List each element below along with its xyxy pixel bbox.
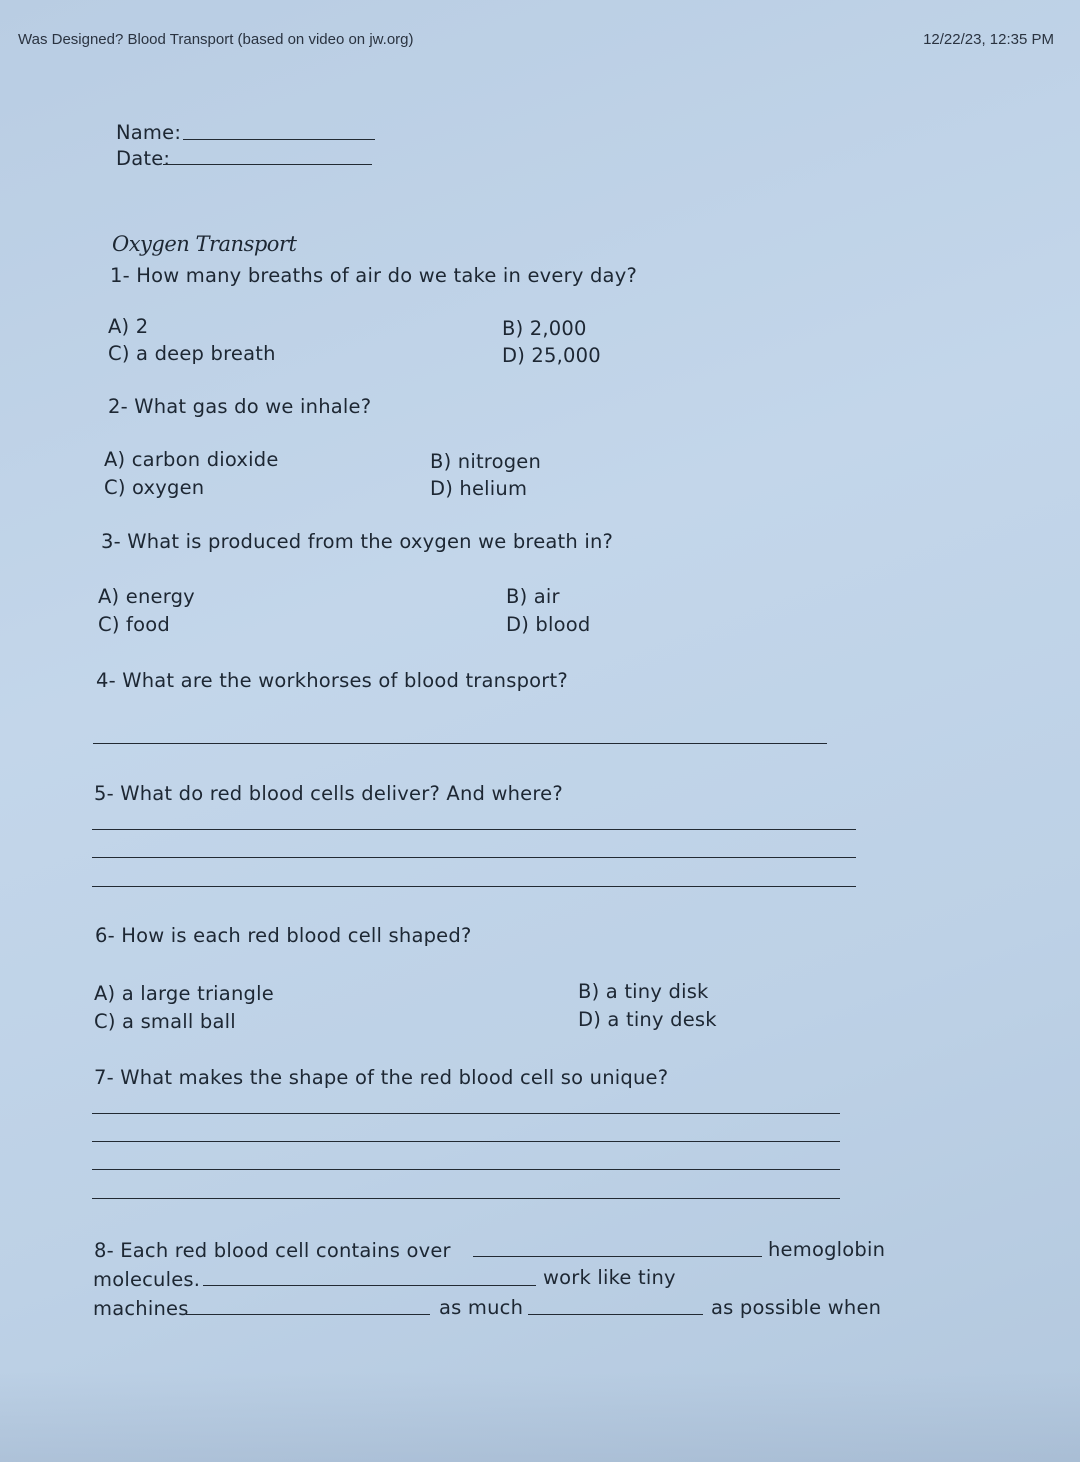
- q1-option-a[interactable]: A) 2: [108, 315, 149, 338]
- question-5: 5- What do red blood cells deliver? And where?: [94, 782, 563, 805]
- q3-option-c[interactable]: C) food: [98, 613, 170, 636]
- q8-blank-3[interactable]: [186, 1314, 430, 1315]
- date-blank[interactable]: [163, 164, 372, 165]
- q2-option-c[interactable]: C) oxygen: [104, 476, 205, 499]
- question-2: 2- What gas do we inhale?: [108, 395, 372, 418]
- question-4: 4- What are the workhorses of blood transport?: [96, 669, 568, 692]
- q8-text-part2: hemoglobin: [768, 1238, 886, 1261]
- q2-option-b[interactable]: B) nitrogen: [430, 450, 542, 473]
- q1-option-b[interactable]: B) 2,000: [502, 317, 587, 340]
- q6-option-c[interactable]: C) a small ball: [94, 1010, 236, 1033]
- q5-answer-line[interactable]: [92, 829, 856, 830]
- section-title: Oxygen Transport: [112, 232, 297, 256]
- q2-option-d[interactable]: D) helium: [430, 477, 528, 500]
- q4-answer-line[interactable]: [93, 743, 827, 744]
- q3-option-d[interactable]: D) blood: [506, 613, 591, 636]
- q8-blank-4[interactable]: [528, 1314, 703, 1315]
- q8-text-part4: work like tiny: [543, 1266, 676, 1289]
- date-label: Date:: [116, 147, 171, 170]
- q7-answer-line[interactable]: [92, 1113, 840, 1114]
- q2-option-a[interactable]: A) carbon dioxide: [104, 448, 279, 471]
- q8-blank-2[interactable]: [203, 1285, 536, 1286]
- q6-option-b[interactable]: B) a tiny disk: [578, 980, 709, 1003]
- q7-answer-line[interactable]: [92, 1198, 840, 1199]
- question-1: 1- How many breaths of air do we take in every day?: [110, 264, 637, 287]
- q8-text-part6: as much: [439, 1296, 524, 1319]
- print-header-title: Was Designed? Blood Transport (based on video on jw.org): [18, 31, 414, 48]
- question-6: 6- How is each red blood cell shaped?: [95, 924, 472, 947]
- q8-text-part3: molecules.: [93, 1268, 201, 1291]
- name-label: Name:: [116, 121, 182, 144]
- question-3: 3- What is produced from the oxygen we breath in?: [101, 530, 614, 553]
- question-7: 7- What makes the shape of the red blood cell so unique?: [94, 1066, 669, 1089]
- q6-option-a[interactable]: A) a large triangle: [94, 982, 274, 1005]
- q8-blank-1[interactable]: [473, 1256, 762, 1257]
- q8-text-part7: as possible when: [711, 1296, 882, 1319]
- q1-option-c[interactable]: C) a deep breath: [108, 342, 276, 365]
- q6-option-d[interactable]: D) a tiny desk: [578, 1008, 717, 1031]
- q3-option-a[interactable]: A) energy: [98, 585, 195, 608]
- q5-answer-line[interactable]: [92, 886, 856, 887]
- q5-answer-line[interactable]: [92, 857, 856, 858]
- q3-option-b[interactable]: B) air: [506, 585, 560, 608]
- q7-answer-line[interactable]: [92, 1141, 840, 1142]
- print-header-timestamp: 12/22/23, 12:35 PM: [923, 31, 1054, 48]
- q8-text-part5: machines: [93, 1297, 189, 1320]
- paper-shadow: [0, 1372, 1080, 1462]
- name-blank[interactable]: [183, 139, 375, 140]
- q1-option-d[interactable]: D) 25,000: [502, 344, 601, 367]
- q7-answer-line[interactable]: [92, 1169, 840, 1170]
- q8-text-part1: 8- Each red blood cell contains over: [94, 1239, 451, 1262]
